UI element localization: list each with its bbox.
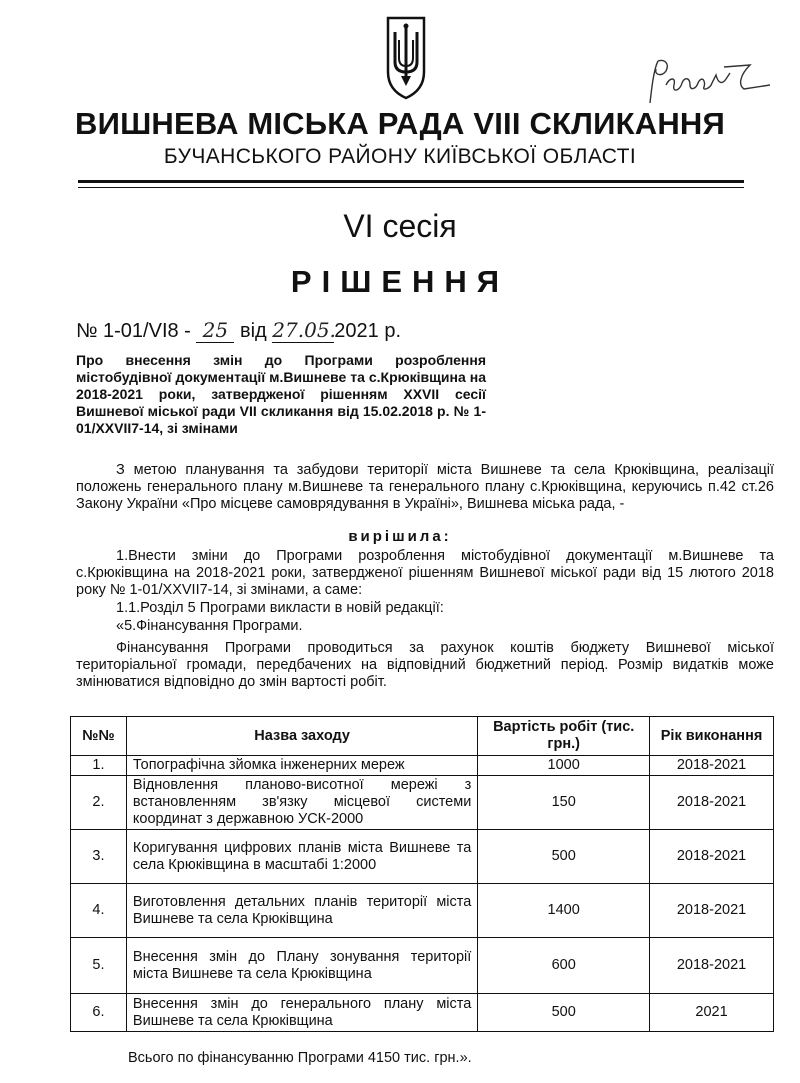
row-name: Внесення змін до Плану зонування території міста Вишневе та села Крюківщина bbox=[126, 938, 477, 994]
row-year: 2021 bbox=[650, 994, 774, 1032]
header-cost: Вартість робіт (тис. грн.) bbox=[478, 717, 650, 756]
preamble-paragraph: З метою планування та забудови території міста Вишневе та села Крюківщина, реалізації положень генерального плану м.Вишневе та генерального плану с.Крюківщина, керуючись п.42 ст.26 Закону України «Про місцеве самоврядування в Україні», Вишнева міська рада, - bbox=[76, 462, 774, 512]
table-row bbox=[71, 938, 774, 994]
row-name: Відновлення планово-висотної мережі з встановленням зв'язку місцевої системи координат з державною УСК-2000 bbox=[126, 776, 477, 830]
row-name: Коригування цифрових планів міста Вишневе та села Крюківщина в масштабі 1:2000 bbox=[126, 830, 477, 884]
decision-title: РІШЕННЯ bbox=[290, 264, 510, 299]
table-row bbox=[71, 776, 774, 830]
row-cost: 600 bbox=[478, 938, 650, 994]
row-num: 5. bbox=[71, 938, 127, 994]
table-header-row bbox=[71, 717, 774, 756]
row-year: 2018-2021 bbox=[650, 884, 774, 938]
coat-of-arms-icon bbox=[382, 10, 430, 100]
financing-table bbox=[70, 716, 774, 1032]
total-line: Всього по фінансуванню Програми 4150 тис. грн.». bbox=[128, 1050, 472, 1066]
header-num: №№ bbox=[71, 717, 127, 756]
handwritten-number: 25 bbox=[196, 318, 234, 343]
row-year: 2018-2021 bbox=[650, 830, 774, 884]
item-1-paragraph: 1.Внести зміни до Програми розроблення містобудівної документації м.Вишневе та с.Крюківщина на 2018-2021 роки, затвердженої рішенням Вишневої міської ради від 15 лютого 2018 року № 1-01/XXVII7-14, зі змінами, а саме: bbox=[76, 548, 774, 598]
resolved-heading: вирішила: bbox=[348, 528, 452, 545]
section-5-paragraph: Фінансування Програми проводиться за рахунок коштів бюджету Вишневої міської територіальної громади, передбачених на відповідний бюджетний період. Розмір видатків може змінюватися відповідно до змін вартості робіт. bbox=[76, 640, 774, 690]
handwritten-date: 27.05. bbox=[272, 318, 336, 342]
row-name: Топографічна зйомка інженерних мереж bbox=[126, 756, 477, 776]
table-row bbox=[71, 830, 774, 884]
draft-stamp bbox=[640, 55, 780, 110]
date-prefix: від bbox=[239, 320, 267, 342]
row-name: Внесення змін до генерального плану міста Вишневе та села Крюківщина bbox=[126, 994, 477, 1032]
row-cost: 150 bbox=[478, 776, 650, 830]
document-number-line bbox=[76, 318, 401, 343]
row-cost: 500 bbox=[478, 994, 650, 1032]
org-subtitle: БУЧАНСЬКОГО РАЙОНУ КИЇВСЬКОЇ ОБЛАСТІ bbox=[163, 145, 637, 168]
draft-stamp-handwriting bbox=[640, 55, 780, 110]
header-year: Рік виконання bbox=[650, 717, 774, 756]
org-title: ВИШНЕВА МІСЬКА РАДА VIII СКЛИКАННЯ bbox=[75, 106, 725, 141]
section-5-title: «5.Фінансування Програми. bbox=[116, 618, 303, 634]
row-num: 3. bbox=[71, 830, 127, 884]
header-name: Назва заходу bbox=[126, 717, 477, 756]
table-row bbox=[71, 884, 774, 938]
decision-subject: Про внесення змін до Програми розроблення містобудівної документації м.Вишневе та с.Крюківщина на 2018-2021 роки, затвердженої рішенням XXVII сесії Вишневої міської ради VII скликання від 15.02.2018 р. № 1-01/XXVII7-14, зі змінами bbox=[76, 352, 486, 436]
row-num: 1. bbox=[71, 756, 127, 776]
row-num: 6. bbox=[71, 994, 127, 1032]
row-num: 2. bbox=[71, 776, 127, 830]
row-name: Виготовлення детальних планів території міста Вишневе та села Крюківщина bbox=[126, 884, 477, 938]
document-number-prefix: № 1-01/VI8 - bbox=[76, 320, 191, 342]
table-row bbox=[71, 756, 774, 776]
date-suffix: 2021 р. bbox=[334, 320, 402, 342]
session-title: VI сесія bbox=[343, 208, 457, 244]
row-year: 2018-2021 bbox=[650, 756, 774, 776]
row-year: 2018-2021 bbox=[650, 938, 774, 994]
table-row bbox=[71, 994, 774, 1032]
row-num: 4. bbox=[71, 884, 127, 938]
row-cost: 1400 bbox=[478, 884, 650, 938]
header-rule-thick bbox=[78, 180, 744, 183]
row-year: 2018-2021 bbox=[650, 776, 774, 830]
row-cost: 500 bbox=[478, 830, 650, 884]
header-rule-thin bbox=[78, 187, 744, 188]
item-1-1-paragraph: 1.1.Розділ 5 Програми викласти в новій редакції: bbox=[116, 600, 444, 616]
row-cost: 1000 bbox=[478, 756, 650, 776]
